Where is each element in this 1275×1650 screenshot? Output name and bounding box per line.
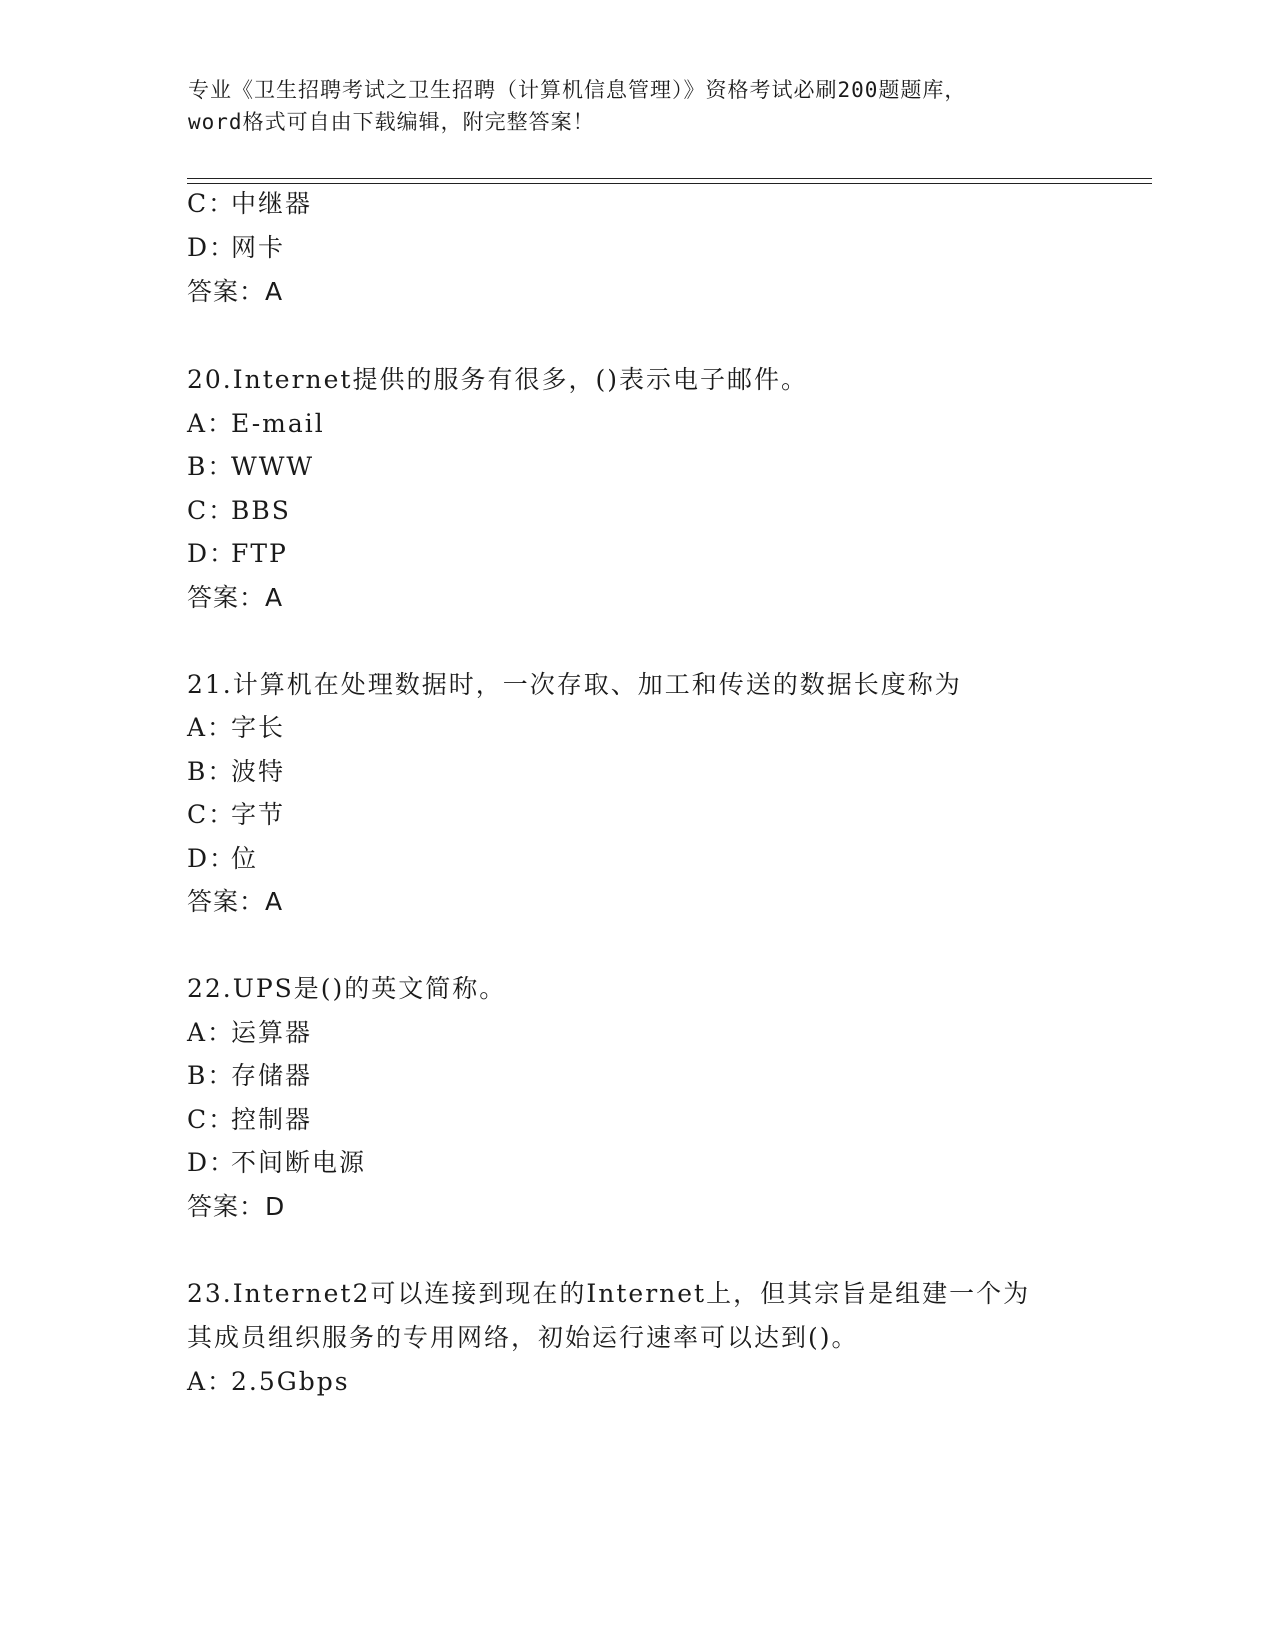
option-key: D：	[187, 233, 237, 262]
option-key: B：	[187, 452, 235, 481]
option-key: C：	[187, 800, 236, 829]
q20-question: 20.Internet提供的服务有很多，()表示电子邮件。	[187, 365, 808, 394]
q22-answer: 答案：D	[187, 1192, 286, 1221]
option-text: WWW	[231, 452, 315, 481]
option-key: C：	[187, 189, 236, 218]
document-header	[188, 74, 1088, 138]
option-key: A：	[187, 713, 235, 742]
option-text: 字节	[231, 800, 286, 829]
option-key: C：	[187, 496, 236, 525]
q21-option-c	[187, 800, 285, 830]
q20-option-b	[187, 452, 314, 482]
option-text: 控制器	[231, 1105, 313, 1134]
q23-option-a	[187, 1367, 350, 1397]
q20-option-d	[187, 539, 288, 569]
q22-option-d	[187, 1148, 366, 1178]
option-key: C：	[187, 1105, 236, 1134]
q21-option-a	[187, 713, 285, 743]
option-text: E-mail	[231, 409, 325, 438]
option-key: D：	[187, 1148, 237, 1177]
option-text: 网卡	[231, 233, 286, 262]
q20-answer: 答案：A	[187, 583, 284, 612]
q22-option-a	[187, 1018, 312, 1048]
option-key: A：	[187, 409, 235, 438]
q23-question-line-1: 23.Internet2可以连接到现在的Internet上，但其宗旨是组建一个为	[187, 1279, 1031, 1308]
q19-option-d	[187, 233, 285, 263]
option-text: 波特	[231, 757, 286, 786]
q21-option-b	[187, 757, 285, 787]
q19-answer: 答案：A	[187, 277, 284, 306]
header-title-line-2: word格式可自由下载编辑，附完整答案！	[188, 110, 595, 134]
header-divider-bottom	[187, 183, 1152, 184]
option-text: 运算器	[231, 1018, 313, 1047]
option-key: A：	[187, 1367, 235, 1396]
option-text: 中继器	[231, 189, 313, 218]
option-text: 位	[231, 844, 259, 873]
option-text: 字长	[231, 713, 286, 742]
q20-option-a	[187, 409, 325, 439]
header-divider-top	[187, 178, 1152, 179]
q22-option-b	[187, 1061, 312, 1091]
q22-question: 22.UPS是()的英文简称。	[187, 974, 507, 1003]
q22-option-c	[187, 1105, 312, 1135]
option-text: BBS	[231, 496, 291, 525]
option-key: A：	[187, 1018, 235, 1047]
option-key: B：	[187, 1061, 235, 1090]
q19-option-c	[187, 189, 312, 219]
option-key: D：	[187, 539, 237, 568]
q21-question: 21.计算机在处理数据时，一次存取、加工和传送的数据长度称为	[187, 670, 962, 699]
q21-answer: 答案：A	[187, 887, 284, 916]
option-text: 2.5Gbps	[231, 1367, 350, 1396]
q20-option-c	[187, 496, 291, 526]
q21-option-d	[187, 844, 258, 874]
option-text: FTP	[231, 539, 288, 568]
option-text: 存储器	[231, 1061, 313, 1090]
q23-question-line-2: 其成员组织服务的专用网络，初始运行速率可以达到()。	[187, 1323, 859, 1352]
option-text: 不间断电源	[231, 1148, 367, 1177]
option-key: B：	[187, 757, 235, 786]
option-key: D：	[187, 844, 237, 873]
header-title-line-1: 专业《卫生招聘考试之卫生招聘（计算机信息管理）》资格考试必刷200题题库，	[188, 78, 967, 102]
